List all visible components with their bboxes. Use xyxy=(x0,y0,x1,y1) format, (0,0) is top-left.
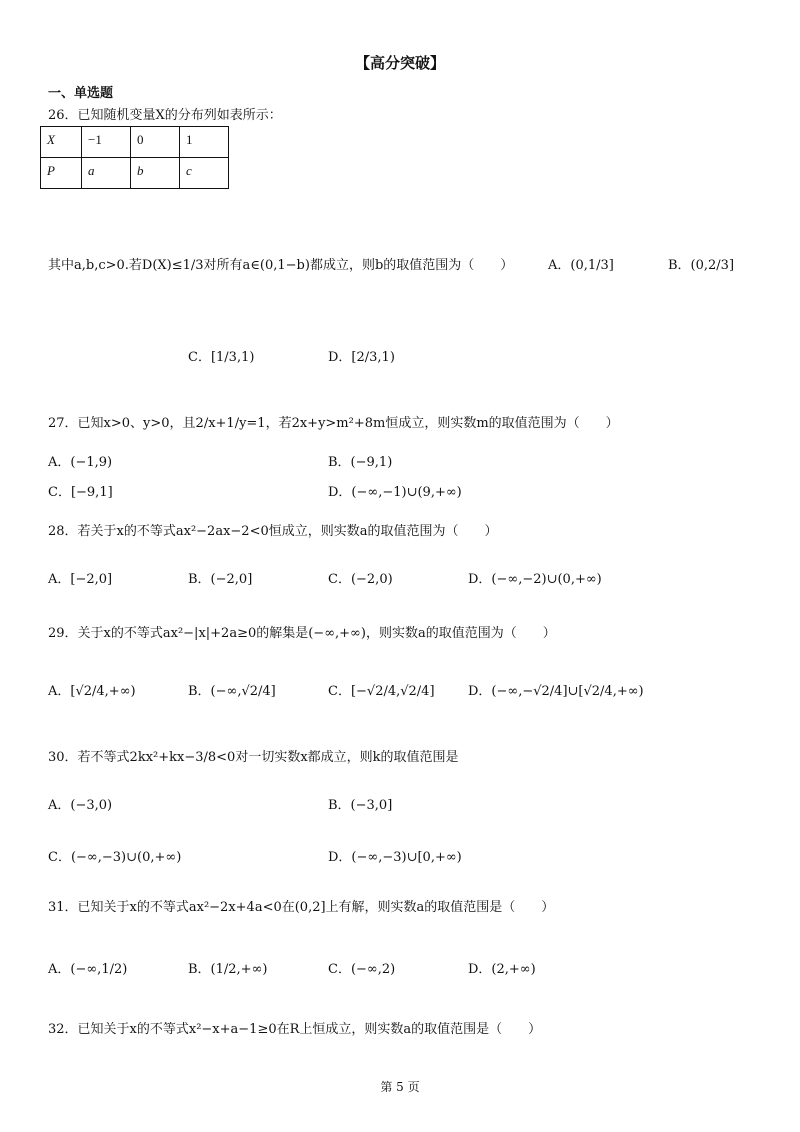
table-cell: 0 xyxy=(131,127,180,158)
q30-option-a: A．(−3,0) xyxy=(48,798,113,813)
q31-option-b: B．(1/2,+∞) xyxy=(188,962,268,977)
table-cell: X xyxy=(41,127,82,158)
q29-stem: 29．关于x的不等式ax²−|x|+2a≥0的解集是(−∞,+∞)，则实数a的取值范围为（ ） xyxy=(48,626,556,641)
distribution-table xyxy=(40,126,229,189)
q29-option-d: D．(−∞,−√2/4]∪[√2/4,+∞) xyxy=(468,684,644,699)
table-cell: c xyxy=(180,158,229,189)
section-heading: 一、单选题 xyxy=(48,86,114,101)
q27-option-d: D．(−∞,−1)∪(9,+∞) xyxy=(328,485,462,500)
table-row xyxy=(41,127,229,158)
q28-option-c: C．(−2,0) xyxy=(328,572,393,587)
q29-option-b: B．(−∞,√2/4] xyxy=(188,684,276,699)
table-cell: b xyxy=(131,158,180,189)
page-number: 第 5 页 xyxy=(380,1080,420,1094)
q29-option-c: C．[−√2/4,√2/4] xyxy=(328,684,435,699)
table-cell: 1 xyxy=(180,127,229,158)
table-row xyxy=(41,158,229,189)
q27-stem: 27．已知x>0、y>0，且2/x+1/y=1，若2x+y>m²+8m恒成立，则实数m的取值范围为（ ） xyxy=(48,416,619,431)
page-title: 【高分突破】 xyxy=(354,54,445,72)
q31-stem: 31．已知关于x的不等式ax²−2x+4a<0在(0,2]上有解，则实数a的取值范围是（ ） xyxy=(48,900,555,915)
table-cell: P xyxy=(41,158,82,189)
q27-option-b: B．(−9,1) xyxy=(328,455,393,470)
q30-option-d: D．(−∞,−3)∪[0,+∞) xyxy=(328,850,462,865)
q26-option-d: D．[2/3,1) xyxy=(328,350,395,365)
q32-stem: 32．已知关于x的不等式x²−x+a−1≥0在R上恒成立，则实数a的取值范围是（ ） xyxy=(48,1022,542,1037)
q29-option-a: A．[√2/4,+∞) xyxy=(48,684,136,699)
q30-stem: 30．若不等式2kx²+kx−3/8<0对一切实数x都成立，则k的取值范围是 xyxy=(48,750,459,765)
q30-option-c: C．(−∞,−3)∪(0,+∞) xyxy=(48,850,182,865)
q28-option-b: B．(−2,0] xyxy=(188,572,253,587)
q26-option-a: A．(0,1/3] xyxy=(548,258,614,273)
table-cell: a xyxy=(82,158,131,189)
q31-option-d: D．(2,+∞) xyxy=(468,962,536,977)
q28-stem: 28．若关于x的不等式ax²−2ax−2<0恒成立，则实数a的取值范围为（ ） xyxy=(48,524,498,539)
q31-option-c: C．(−∞,2) xyxy=(328,962,396,977)
q26-option-b: B．(0,2/3] xyxy=(668,258,735,273)
q26-option-c: C．[1/3,1) xyxy=(188,350,255,365)
q28-option-a: A．[−2,0] xyxy=(48,572,113,587)
q27-option-a: A．(−1,9) xyxy=(48,455,113,470)
table-cell: −1 xyxy=(82,127,131,158)
q26-stem: 26．已知随机变量X的分布列如表所示： xyxy=(48,108,282,123)
q26-condition: 其中a,b,c>0.若D(X)≤1/3对所有a∈(0,1−b)都成立，则b的取值范围为（ ） xyxy=(48,258,514,273)
q28-option-d: D．(−∞,−2)∪(0,+∞) xyxy=(468,572,602,587)
q27-option-c: C．[−9,1] xyxy=(48,485,113,500)
q31-option-a: A．(−∞,1/2) xyxy=(48,962,128,977)
q30-option-b: B．(−3,0] xyxy=(328,798,393,813)
